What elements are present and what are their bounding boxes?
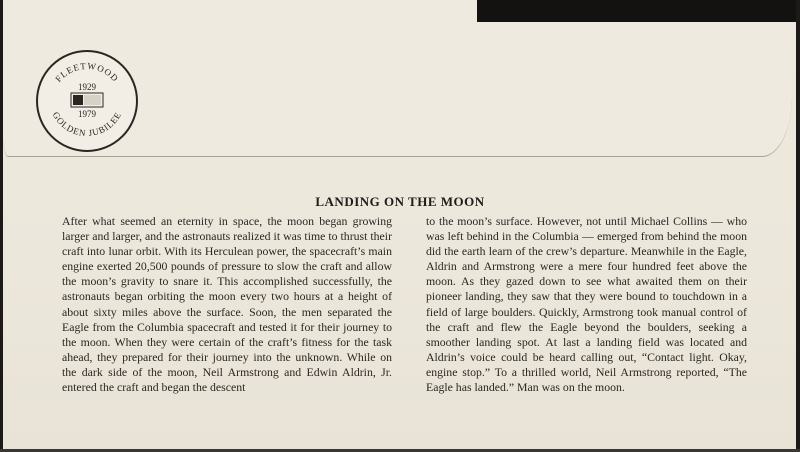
seal-bottom-text: GOLDEN JUBILEE — [50, 110, 124, 139]
seal-year-end: 1979 — [78, 109, 96, 119]
seal-emblem-light — [84, 95, 101, 105]
seal-emblem-mark — [73, 95, 83, 105]
article-paragraph-right: to the moon’s surface. However, not until Michael Collins — who was left behind in the Columbia — emerged from behind the moon did the earth learn of the crew’s departure. Meanwhile in the Eagle, Aldrin and Armstrong were a mere four hundred feet above the moon. As they gazed down to see what awaited them on their pioneer landing, they saw that they were bound to touchdown in a field of large boulders. Quickly, Armstrong took manual control of the craft and flew the Eagle beyond the boulders, seeking a smoother landing spot. At last a landing field was located and Aldrin’s voice could be heard calling out, “Contact light. Okay, engine stop.” To a thrilled world, Neil Armstrong reported, “The Eagle has landed.” Man was on the moon. — [426, 214, 747, 395]
fleetwood-seal — [36, 50, 138, 152]
scan-edge-left — [0, 0, 3, 452]
stamp-edge — [477, 0, 800, 22]
article-column-right — [426, 214, 747, 395]
article-column-left — [62, 214, 392, 395]
article-title: LANDING ON THE MOON — [315, 194, 485, 209]
seal-year-start: 1929 — [78, 82, 96, 92]
article-paragraph-left: After what seemed an eternity in space, the moon began growing larger and larger, and the astronauts realized it was time to thrust their craft into lunar orbit. With its Herculean power, the spacecraft’s main engine exerted 20,500 pounds of pressure to slow the craft and allow the moon’s gravity to snare it. This accomplished successfully, the astronauts began orbiting the moon every two hours at a height of about sixty miles above the surface. Soon, the men separated the Eagle from the Columbia spacecraft and tested it for their journey to the moon. When they were certain of the craft’s fitness for the task ahead, they prepared for their journey into the unknown. While on the dark side of the moon, Neil Armstrong and Edwin Aldrin, Jr. entered the craft and began the descent — [62, 214, 392, 395]
scan-edge-right — [796, 0, 800, 452]
seal-graphic — [38, 52, 136, 150]
seal-top-text: FLEETWOOD — [53, 60, 121, 84]
